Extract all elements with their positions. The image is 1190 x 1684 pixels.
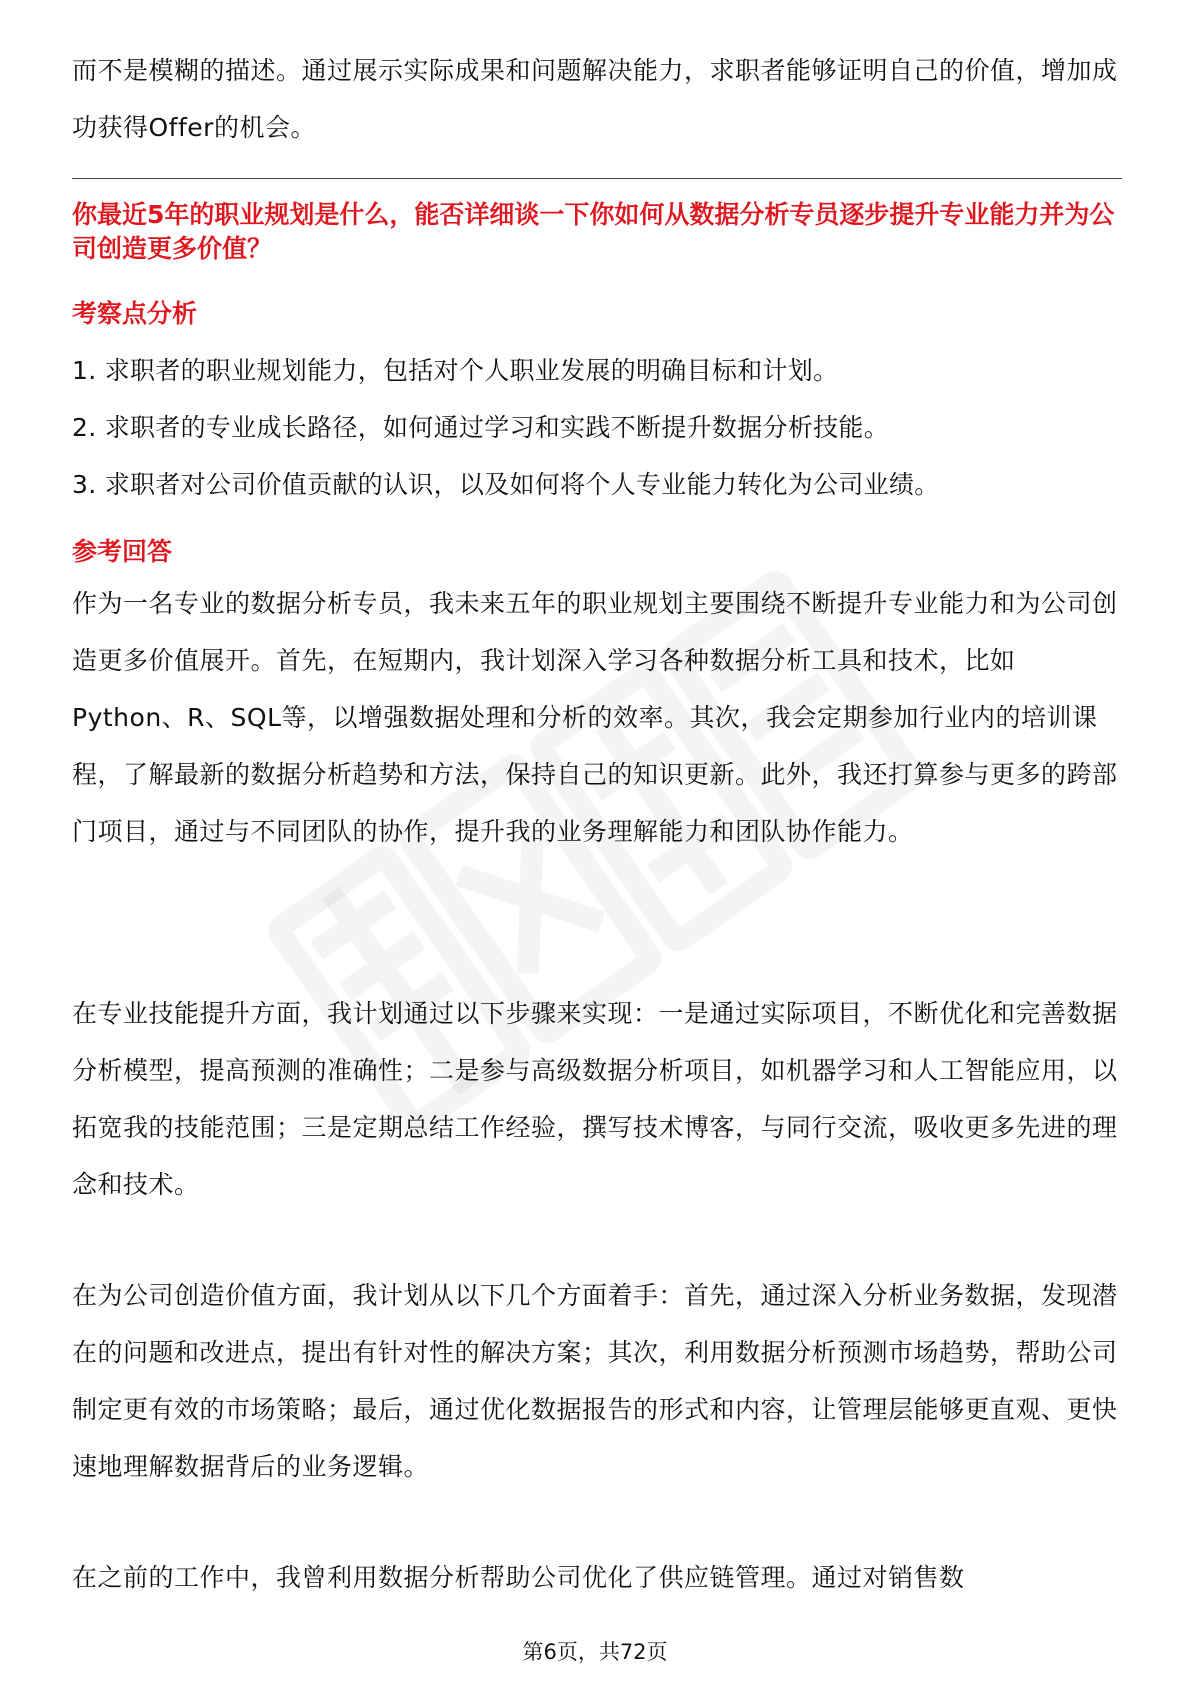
- answer-heading: 参考回答: [72, 537, 173, 566]
- analysis-points-list: [72, 342, 1118, 513]
- answer-paragraph: 在专业技能提升方面，我计划通过以下步骤来实现：一是通过实际项目，不断优化和完善数据分析模型，提高预测的准确性；二是参与高级数据分析项目，如机器学习和人工智能应用，以拓宽我的技能范围；三是定期总结工作经验，撰写技术博客，与同行交流，吸收更多先进的理念和技术。: [72, 999, 1118, 1199]
- section-divider: [72, 178, 1122, 179]
- answer-paragraph: 作为一名专业的数据分析专员，我未来五年的职业规划主要围绕不断提升专业能力和为公司创造更多价值展开。首先，在短期内，我计划深入学习各种数据分析工具和技术，比如Python、R、SQL等，以增强数据处理和分析的效率。其次，我会定期参加行业内的培训课程，了解最新的数据分析趋势和方法，保持自己的知识更新。此外，我还打算参与更多的跨部门项目，通过与不同团队的协作，提升我的业务理解能力和团队协作能力。: [72, 589, 1118, 846]
- question-heading: 你最近5年的职业规划是什么，能否详细谈一下你如何从数据分析专员逐步提升专业能力并为公司创造更多价值？: [72, 200, 1115, 263]
- analysis-heading: 考察点分析: [72, 299, 198, 328]
- page-footer: 第6页，共72页: [522, 1640, 668, 1664]
- analysis-point: 2. 求职者的专业成长路径，如何通过学习和实践不断提升数据分析技能。: [72, 413, 890, 442]
- intro-paragraph: 而不是模糊的描述。通过展示实际成果和问题解决能力，求职者能够证明自己的价值，增加成功获得Offer的机会。: [72, 56, 1118, 142]
- analysis-point: 1. 求职者的职业规划能力，包括对个人职业发展的明确目标和计划。: [72, 356, 839, 385]
- answer-paragraph: 在之前的工作中，我曾利用数据分析帮助公司优化了供应链管理。通过对销售数: [72, 1563, 965, 1592]
- answer-paragraph: 在为公司创造价值方面，我计划从以下几个方面着手：首先，通过深入分析业务数据，发现潜在的问题和改进点，提出有针对性的解决方案；其次，利用数据分析预测市场趋势，帮助公司制定更有效的市场策略；最后，通过优化数据报告的形式和内容，让管理层能够更直观、更快速地理解数据背后的业务逻辑。: [72, 1281, 1118, 1481]
- analysis-point: 3. 求职者对公司价值贡献的认识，以及如何将个人专业能力转化为公司业绩。: [72, 470, 940, 499]
